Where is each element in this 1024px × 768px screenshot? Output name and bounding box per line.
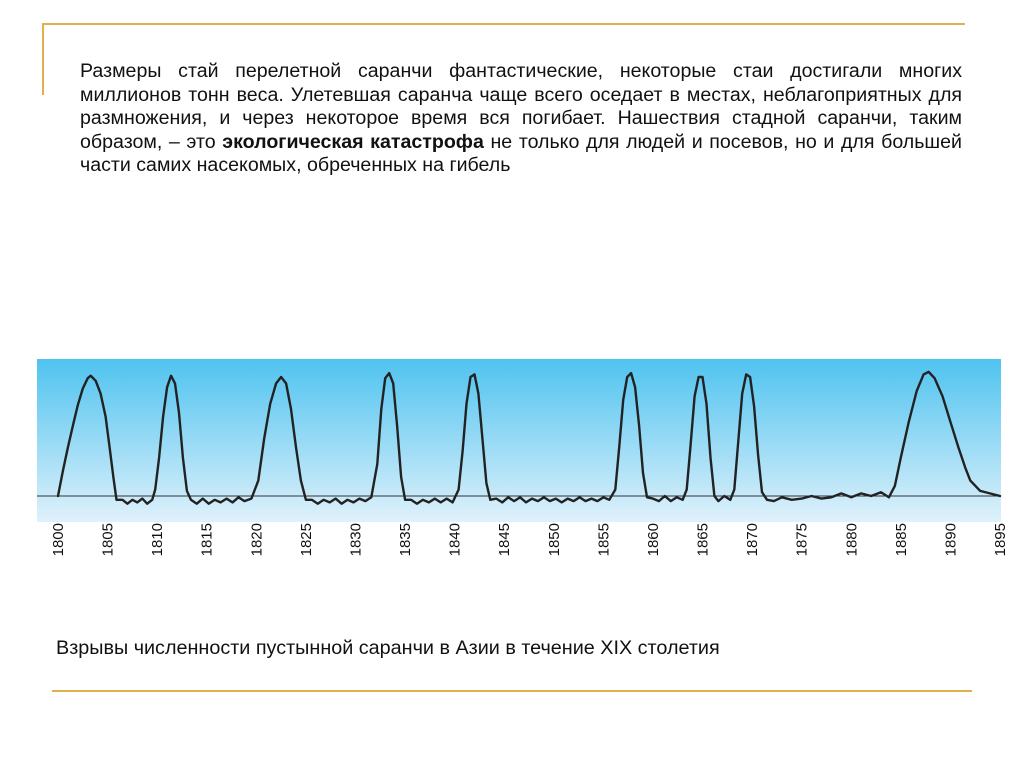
paragraph-text-1: Размеры стай перелетной саранчи фантастические, некоторые стаи достигали многих миллионов тонн веса. Улетевшая саранча чаще всего оседает в местах, неблагоприятных для размножения, и через некоторое время вся погибает. Нашествия стадной саранчи, таким образом, – это	[80, 60, 962, 153]
locust-population-chart	[0, 350, 1024, 580]
x-tick-label: 1880	[843, 523, 861, 557]
x-tick-label: 1800	[50, 523, 67, 557]
x-tick-label: 1855	[595, 523, 613, 557]
left-accent-rule	[42, 23, 44, 95]
x-axis-ticks	[50, 523, 1009, 556]
chart-caption: Взрывы численности пустынной саранчи в Азии в течение XIX столетия	[56, 637, 720, 659]
x-tick-label: 1885	[892, 523, 910, 557]
body-paragraph	[80, 60, 962, 178]
x-tick-label: 1850	[545, 523, 563, 557]
x-tick-label: 1840	[446, 523, 464, 557]
x-tick-label: 1820	[248, 523, 266, 557]
x-tick-label: 1835	[397, 523, 415, 557]
bottom-accent-rule	[52, 690, 972, 692]
x-tick-label: 1825	[297, 523, 315, 557]
x-tick-label: 1845	[496, 523, 514, 557]
top-accent-rule	[42, 23, 965, 25]
x-tick-label: 1805	[99, 523, 117, 557]
x-tick-label: 1870	[744, 523, 762, 557]
x-tick-label: 1875	[793, 523, 811, 557]
x-tick-label: 1895	[992, 523, 1009, 557]
x-tick-label: 1865	[694, 523, 712, 557]
x-tick-label: 1860	[644, 523, 662, 557]
x-tick-label: 1830	[347, 523, 365, 557]
x-tick-label: 1890	[942, 523, 960, 557]
paragraph-text-2: не только для людей и посевов, но и для большей части самих насекомых, обреченных на гибель	[80, 130, 962, 177]
paragraph-emphasis: экологическая катастрофа	[222, 130, 484, 153]
x-tick-label: 1810	[149, 523, 167, 557]
x-tick-label: 1815	[198, 523, 216, 557]
